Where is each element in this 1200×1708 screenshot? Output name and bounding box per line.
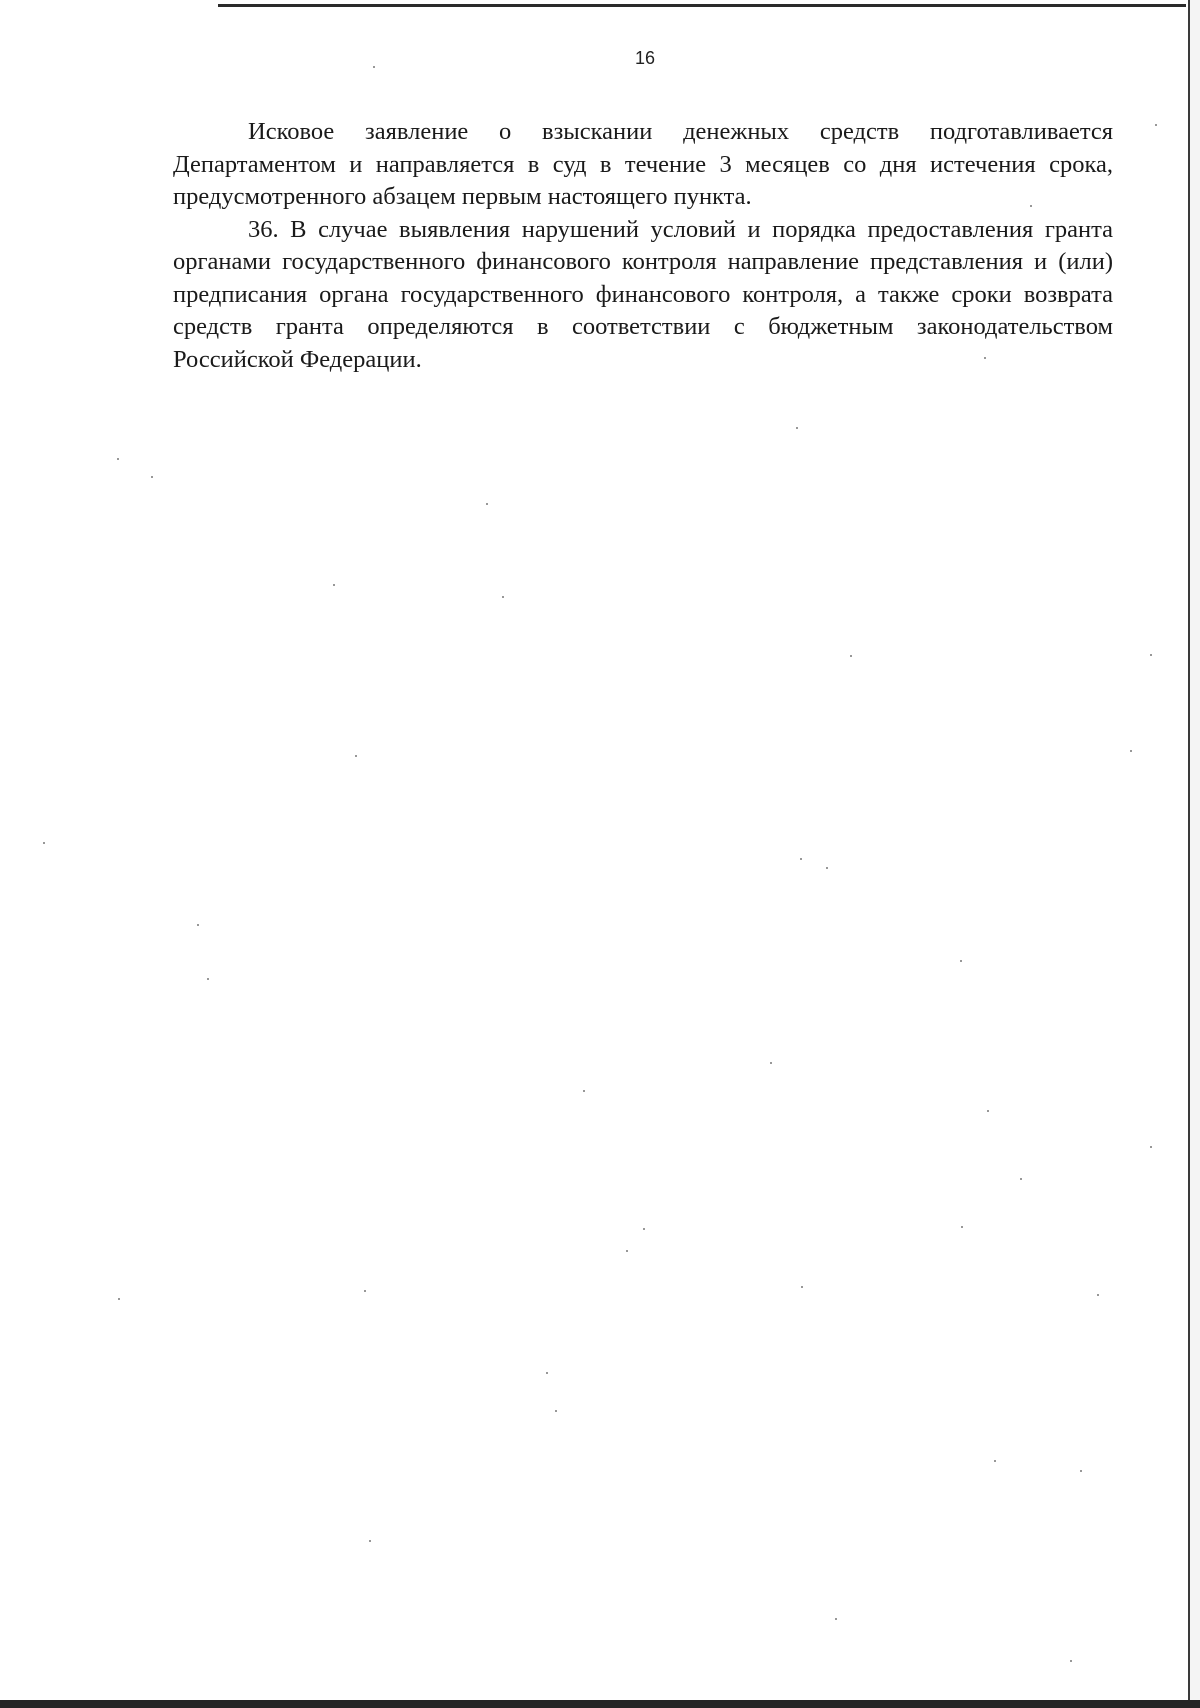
paragraph-claim-filing: Исковое заявление о взыскании денежных средств подготавливается Департаментом и направляется в суд в течение 3 месяцев со дня истечения срока, предусмотренного абзацем первым настоящего пункта. [173,118,1113,210]
scan-border-right [1186,0,1200,1708]
scan-border-top [218,4,1198,7]
page-number: 16 [634,48,656,68]
paragraph-36-violations: 36. В случае выявления нарушений условий и порядка предоставления гранта органами государственного финансового контроля направление представления и (или) предписания органа государственного финансового контроля, а также сроки возврата средств гранта определяются в соответствии с бюджетным законодательством Российской Федерации. [173,215,1113,373]
document-body [173,116,1113,376]
scan-border-bottom [0,1700,1200,1708]
